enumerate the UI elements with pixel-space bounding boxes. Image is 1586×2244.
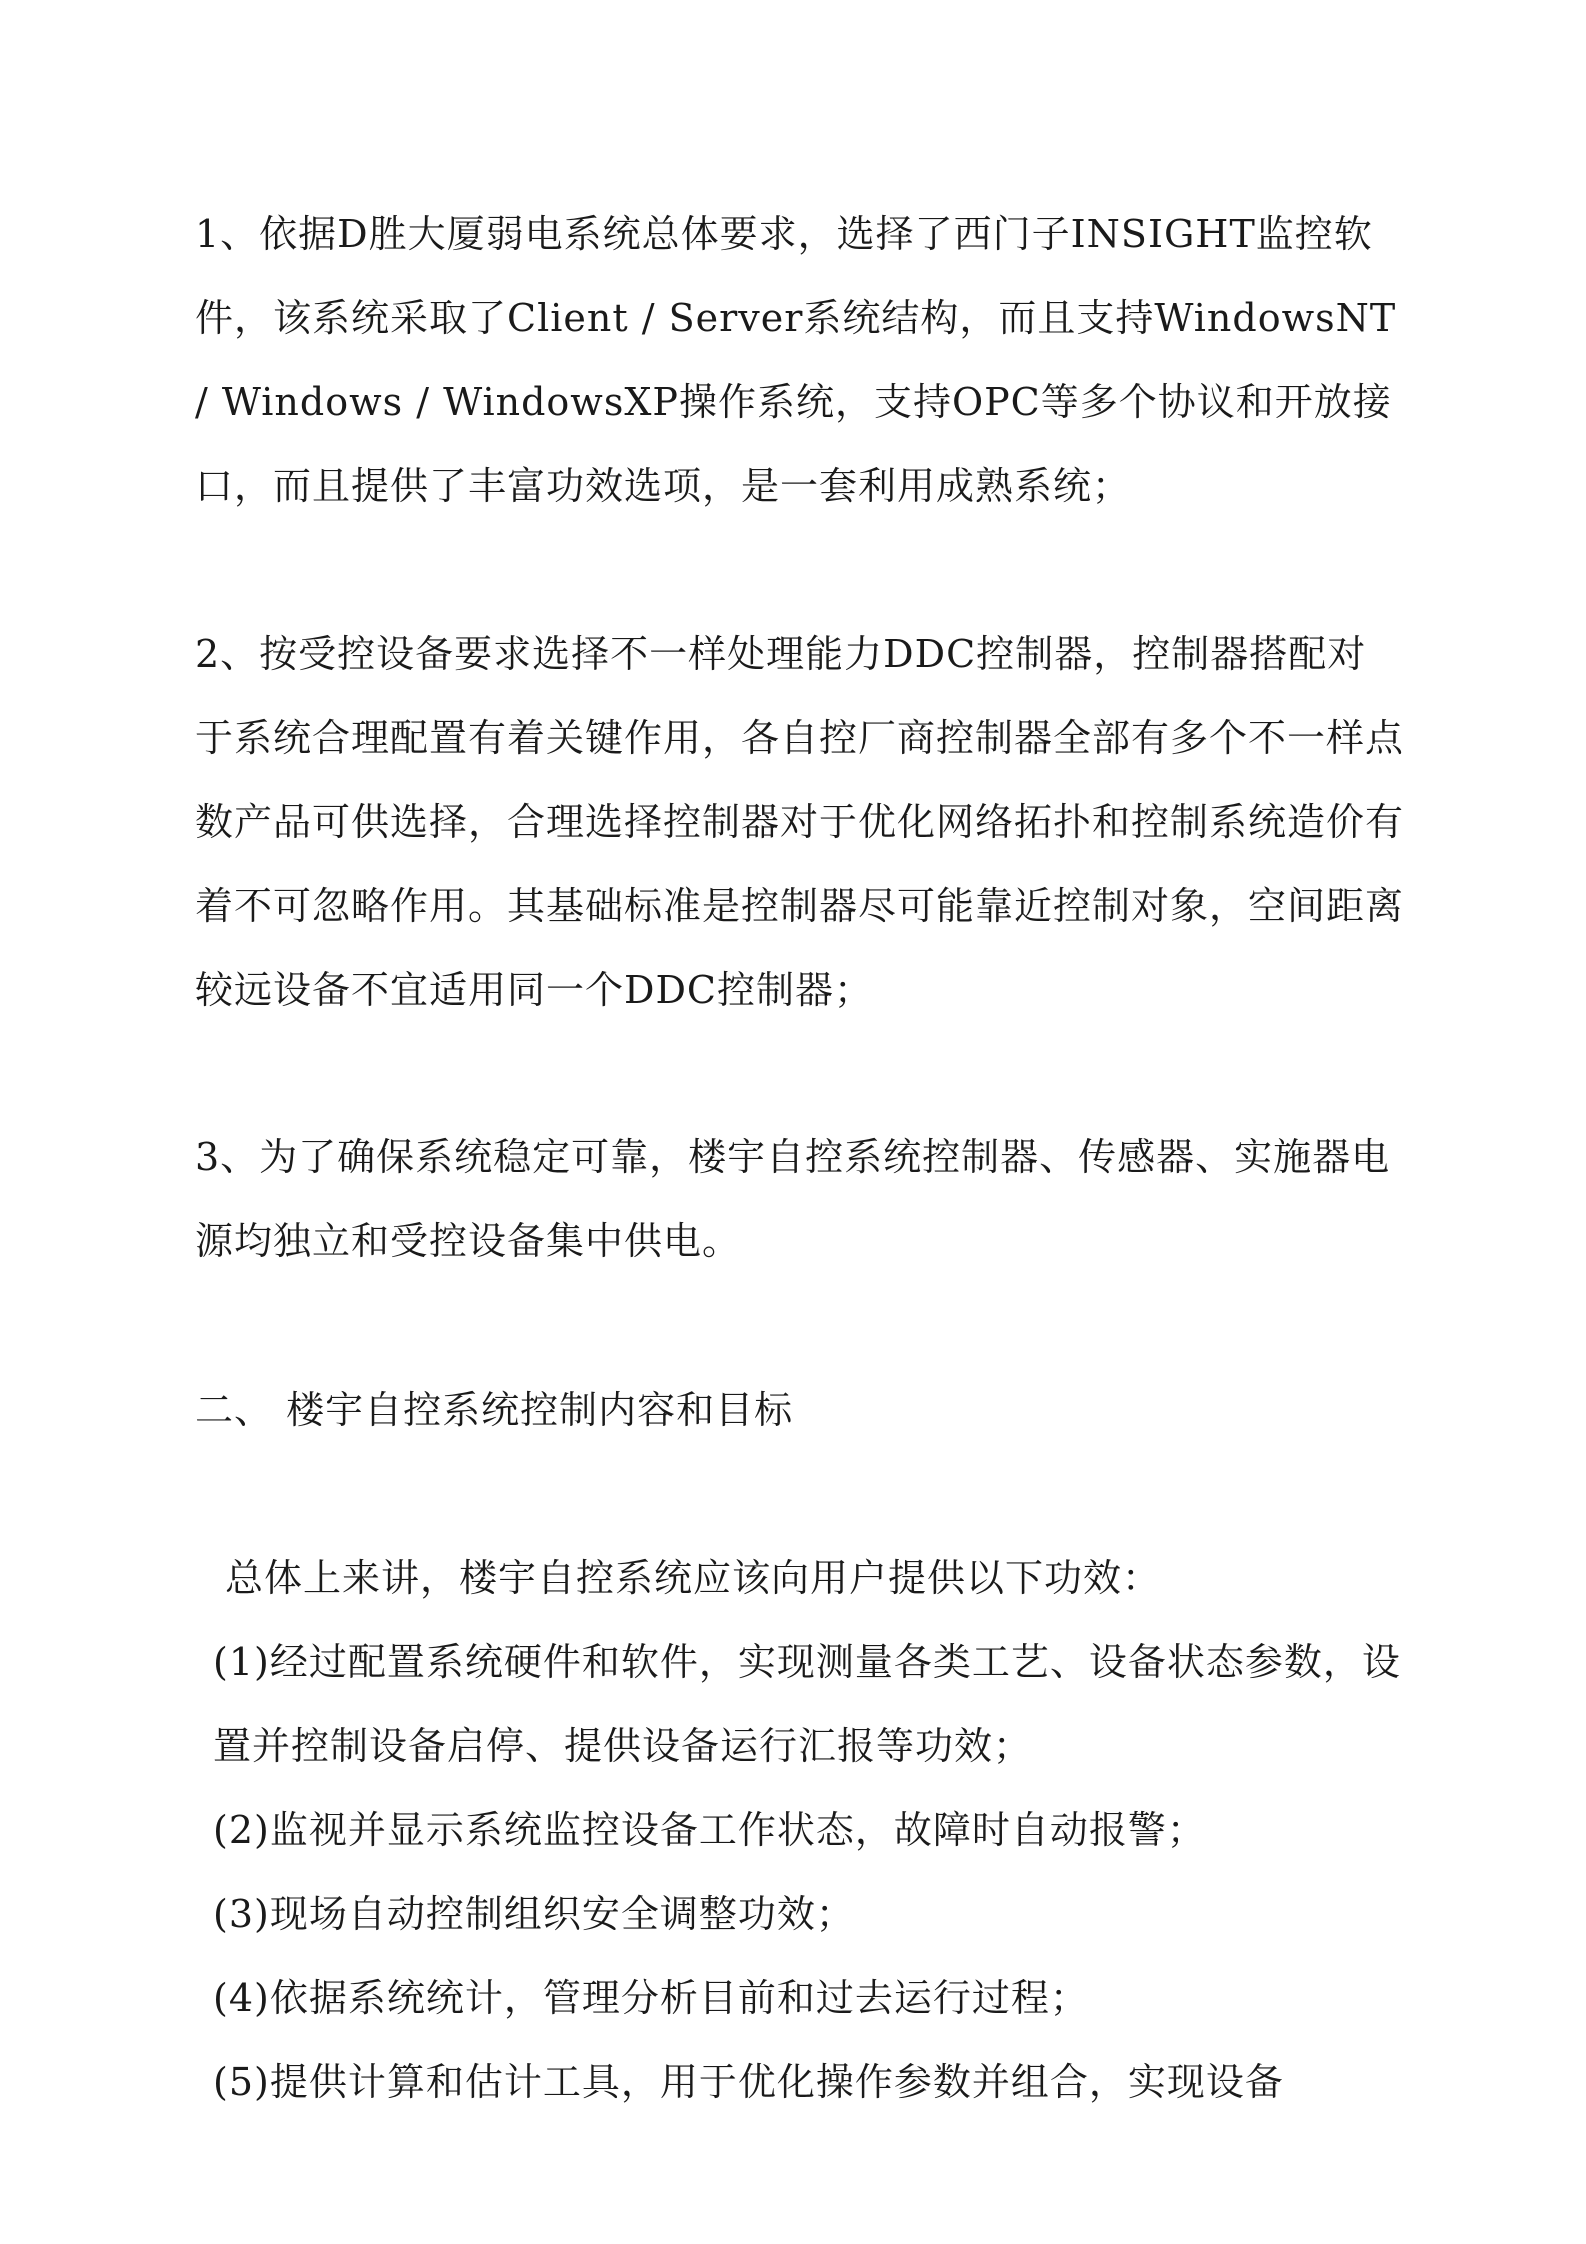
list-item-1: (1)经过配置系统硬件和软件，实现测量各类工艺、设备状态参数，设置并控制设备启停、提供设备运行汇报等功效； <box>213 1640 1401 1768</box>
paragraph-3 <box>195 1115 1405 1283</box>
function-list <box>195 1536 1405 2124</box>
paragraph-1-text: 1、依据D胜大厦弱电系统总体要求，选择了西门子INSIGHT监控软件，该系统采取了Client / Server系统结构，而且支持WindowsNT / Windows / WindowsXP操作系统，支持OPC等多个协议和开放接口，而且提供了丰富功效选项，是一套利用成熟系统； <box>195 212 1397 508</box>
paragraph-2 <box>195 612 1405 1032</box>
paragraph-3-text: 3、为了确保系统稳定可靠，楼宇自控系统控制器、传感器、实施器电源均独立和受控设备集中供电。 <box>195 1135 1391 1263</box>
list-item-4: (4)依据系统统计，管理分析目前和过去运行过程； <box>213 1976 1089 2020</box>
paragraph-1 <box>195 192 1405 528</box>
list-item-2: (2)监视并显示系统监控设备工作状态，故障时自动报警； <box>213 1808 1206 1852</box>
section-heading: 二、 楼宇自控系统控制内容和目标 <box>195 1388 794 1432</box>
paragraph-2-text: 2、按受控设备要求选择不一样处理能力DDC控制器，控制器搭配对于系统合理配置有着关键作用，各自控厂商控制器全部有多个不一样点数产品可供选择，合理选择控制器对于优化网络拓扑和控制系统造价有着不可忽略作用。其基础标准是控制器尽可能靠近控制对象，空间距离较远设备不宜适用同一个DDC控制器； <box>195 632 1405 1012</box>
list-item-3: (3)现场自动控制组织安全调整功效； <box>213 1892 855 1936</box>
intro-text: 总体上来讲，楼宇自控系统应该向用户提供以下功效： <box>225 1556 1162 1600</box>
list-item-5: (5)提供计算和估计工具，用于优化操作参数并组合，实现设备 <box>213 2060 1284 2104</box>
